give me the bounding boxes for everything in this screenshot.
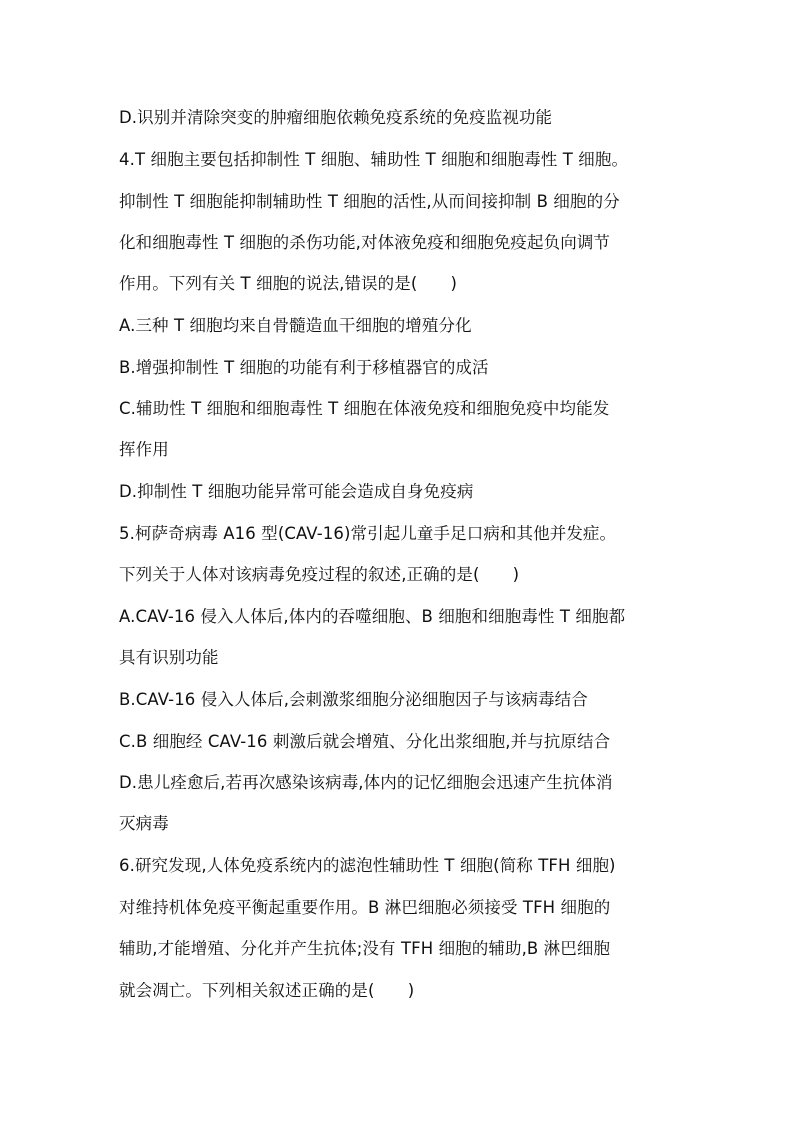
question-4-stem-line-4: 作用。下列有关 T 细胞的说法,错误的是( )	[119, 274, 458, 293]
option-4c-text-line-1: C.辅助性 T 细胞和细胞毒性 T 细胞在体液免疫和细胞免疫中均能发	[119, 399, 610, 418]
option-4a-text: A.三种 T 细胞均来自骨髓造血干细胞的增殖分化	[119, 316, 472, 335]
option-5a-text-line-1: A.CAV-16 侵入人体后,体内的吞噬细胞、B 细胞和细胞毒性 T 细胞都	[119, 607, 626, 626]
option-5a-text-line-2: 具有识别功能	[119, 648, 219, 667]
question-5-stem-line-2: 下列关于人体对该病毒免疫过程的叙述,正确的是( )	[119, 565, 520, 584]
option-5d-text-line-2: 灭病毒	[119, 814, 169, 833]
question-5-stem-line-1: 5.柯萨奇病毒 A16 型(CAV-16)常引起儿童手足口病和其他并发症。	[119, 524, 617, 543]
question-6-stem-line-1: 6.研究发现,人体免疫系统内的滤泡性辅助性 T 细胞(简称 TFH 细胞)	[119, 856, 616, 875]
option-5d-text-line-1: D.患儿痊愈后,若再次感染该病毒,体内的记忆细胞会迅速产生抗体消	[119, 773, 613, 792]
question-4-stem-line-3: 化和细胞毒性 T 细胞的杀伤功能,对体液免疫和细胞免疫起负向调节	[119, 233, 611, 252]
option-4b-text: B.增强抑制性 T 细胞的功能有利于移植器官的成活	[119, 358, 489, 377]
option-5b-text: B.CAV-16 侵入人体后,会刺激浆细胞分泌细胞因子与该病毒结合	[119, 690, 588, 709]
option-5c-text: C.B 细胞经 CAV-16 刺激后就会增殖、分化出浆细胞,并与抗原结合	[119, 732, 611, 751]
question-6-stem-line-3: 辅助,才能增殖、分化并产生抗体;没有 TFH 细胞的辅助,B 淋巴细胞	[119, 939, 611, 958]
option-4d-text: D.抑制性 T 细胞功能异常可能会造成自身免疫病	[119, 482, 474, 501]
question-6-stem-line-2: 对维持机体免疫平衡起重要作用。B 淋巴细胞必须接受 TFH 细胞的	[119, 898, 611, 917]
question-4-stem-line-1: 4.T 细胞主要包括抑制性 T 细胞、辅助性 T 细胞和细胞毒性 T 细胞。	[119, 150, 629, 169]
option-3d-text: D.识别并清除突变的肿瘤细胞依赖免疫系统的免疫监视功能	[119, 108, 553, 127]
question-6-stem-line-4: 就会凋亡。下列相关叙述正确的是( )	[119, 981, 415, 1000]
option-4c-text-line-2: 挥作用	[119, 440, 169, 459]
question-4-stem-line-2: 抑制性 T 细胞能抑制辅助性 T 细胞的活性,从而间接抑制 B 细胞的分	[119, 192, 620, 211]
